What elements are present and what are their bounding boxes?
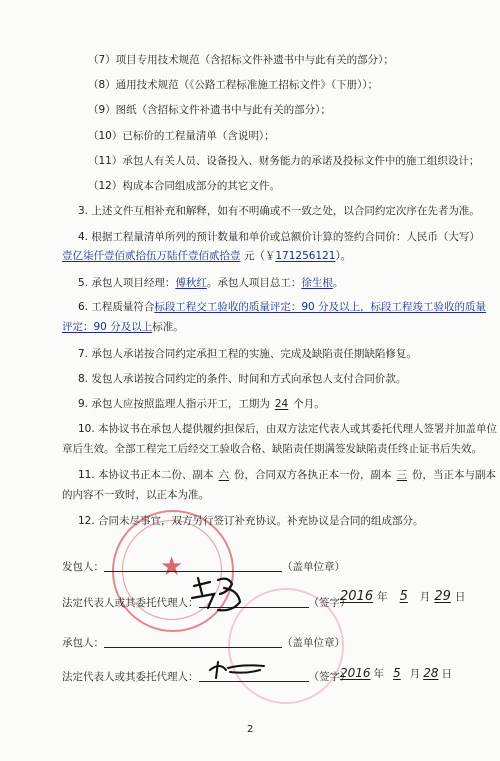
clause-4-text: 4. 根据工程量清单所列的预计数量和单价或总额价计算的签约合同价：人民币（大写） — [78, 231, 480, 243]
item-11: （11）承包人有关人员、设备投入、财务能力的承诺及投标文件中的施工组织设计； — [88, 155, 480, 167]
contractor-blank — [104, 636, 282, 648]
clause-11-text: 11. 本协议书正本二份、副本 — [78, 469, 214, 481]
employer-date-day: 29 — [434, 589, 451, 604]
clause-5-end: 。 — [332, 277, 344, 289]
quality-standard-2: 评定：90 分及以上 — [62, 321, 153, 333]
pm-label: 5. 承包人项目经理： — [78, 277, 176, 289]
clause-9-end: 个月。 — [293, 398, 325, 410]
clause-12: 12. 合同未尽事宜，双方另行签订补充协议。补充协议是合同的组成部分。 — [78, 515, 424, 527]
employer-label: 发包人： — [62, 561, 104, 573]
item-7: （7）项目专用技术规范（含招标文件补遗书中与此有关的部分）； — [88, 54, 394, 66]
seal-star-icon: ★ — [160, 552, 184, 582]
item-9: （9）图纸（含招标文件补遗书中与此有关的部分）； — [88, 104, 331, 116]
clause-10-line2: 章后生效。全部工程完工后经交工验收合格、缺陷责任期满签发缺陷责任终止证书后失效。 — [62, 443, 482, 455]
contractor-signature — [206, 656, 268, 684]
copies-each: 三 — [396, 469, 408, 481]
clause-9-text: 9. 承包人应按照监理人指示开工，工期为 — [78, 398, 270, 410]
clause-8: 8. 发包人承诺按合同约定的条件、时间和方式向承包人支付合同价款。 — [78, 373, 407, 385]
clause-3: 3. 上述文件互相补充和解释，如有不明确或不一致之处，以合同约定次序在先者为准。 — [78, 205, 480, 217]
contractor-date-day: 28 — [423, 666, 439, 680]
clause-4-line2 — [62, 249, 351, 263]
item-8: （8）通用技术规范（《公路工程标准施工招标文件》（下册））； — [88, 79, 379, 91]
employer-date-month: 5 — [399, 589, 408, 604]
employer-rep-label: 法定代表人或其委托代理人： — [62, 597, 199, 609]
clause-4-line1 — [78, 230, 480, 244]
page-number: 2 — [247, 724, 254, 735]
employer-date — [340, 590, 469, 604]
clause-10-line1: 10. 本协议书在承包人提供履约担保后，由双方法定代表人或其委托代理人签署并加盖单位 — [78, 423, 498, 435]
quality-standard-1: 标段工程交工验收的质量评定：90 分及以上，标段工程竣工验收的质量 — [154, 301, 487, 313]
contractor-date-year: 2016 — [340, 666, 371, 680]
employer-blank — [104, 560, 282, 572]
contractor-row — [62, 636, 345, 650]
clause-5 — [78, 276, 343, 290]
contractor-day-unit: 日 — [441, 668, 452, 680]
employer-signature — [188, 572, 250, 616]
clause-11-line2: 的内容不一致时，以正本为准。 — [62, 489, 209, 501]
item-10: （10）已标价的工程量清单（含说明）； — [88, 130, 275, 142]
clause-6-label: 6. 工程质量符合 — [78, 301, 155, 313]
contractor-seal-note: （盖单位章） — [282, 637, 345, 649]
item-12: （12）构成本合同组成部分的其它文件。 — [88, 180, 280, 192]
clause-11-line1 — [78, 468, 496, 482]
employer-sign-note: （签字） — [308, 597, 351, 609]
copies-count: 六 — [218, 469, 230, 481]
project-manager: 傅秋红 — [175, 277, 207, 289]
contractor-sign-note: （签字） — [308, 671, 351, 683]
employer-seal-note: （盖单位章） — [282, 561, 345, 573]
clause-11-text-c: 份，当正本与副本 — [412, 469, 497, 481]
employer-date-year: 2016 — [340, 589, 374, 604]
clause-6-line2 — [62, 320, 184, 334]
contractor-month-unit: 月 — [409, 668, 421, 680]
contractor-label: 承包人： — [62, 637, 104, 649]
clause-11-text-b: 份，合同双方各执正本一份，副本 — [234, 469, 392, 481]
ce-label: 。承包人项目总工： — [206, 277, 302, 289]
employer-month-unit: 月 — [419, 591, 431, 603]
amount-yuan: 元（￥ — [240, 250, 276, 262]
clause-7: 7. 承包人承诺按合同约定承担工程的实施、完成及缺陷责任期缺陷修复。 — [78, 348, 417, 360]
clause-6-line1 — [78, 300, 486, 314]
contractor-date-month: 5 — [393, 666, 401, 680]
contractor-date — [340, 666, 455, 681]
contract-amount-words: 壹亿柒仟壹佰贰拾伍万陆仟壹佰贰拾壹 — [62, 250, 241, 262]
contractor-rep-label: 法定代表人或其委托代理人： — [62, 671, 199, 683]
contract-amount-number: 171256121 — [275, 250, 336, 262]
clause-9 — [78, 397, 325, 411]
construction-period: 24 — [274, 398, 289, 410]
contractor-year-unit: 年 — [373, 668, 385, 680]
employer-year-unit: 年 — [377, 591, 388, 603]
employer-day-unit: 日 — [454, 591, 466, 603]
amount-end: ）。 — [335, 250, 352, 262]
chief-engineer: 徐生根 — [301, 277, 333, 289]
clause-6-end: 标准。 — [152, 321, 184, 333]
